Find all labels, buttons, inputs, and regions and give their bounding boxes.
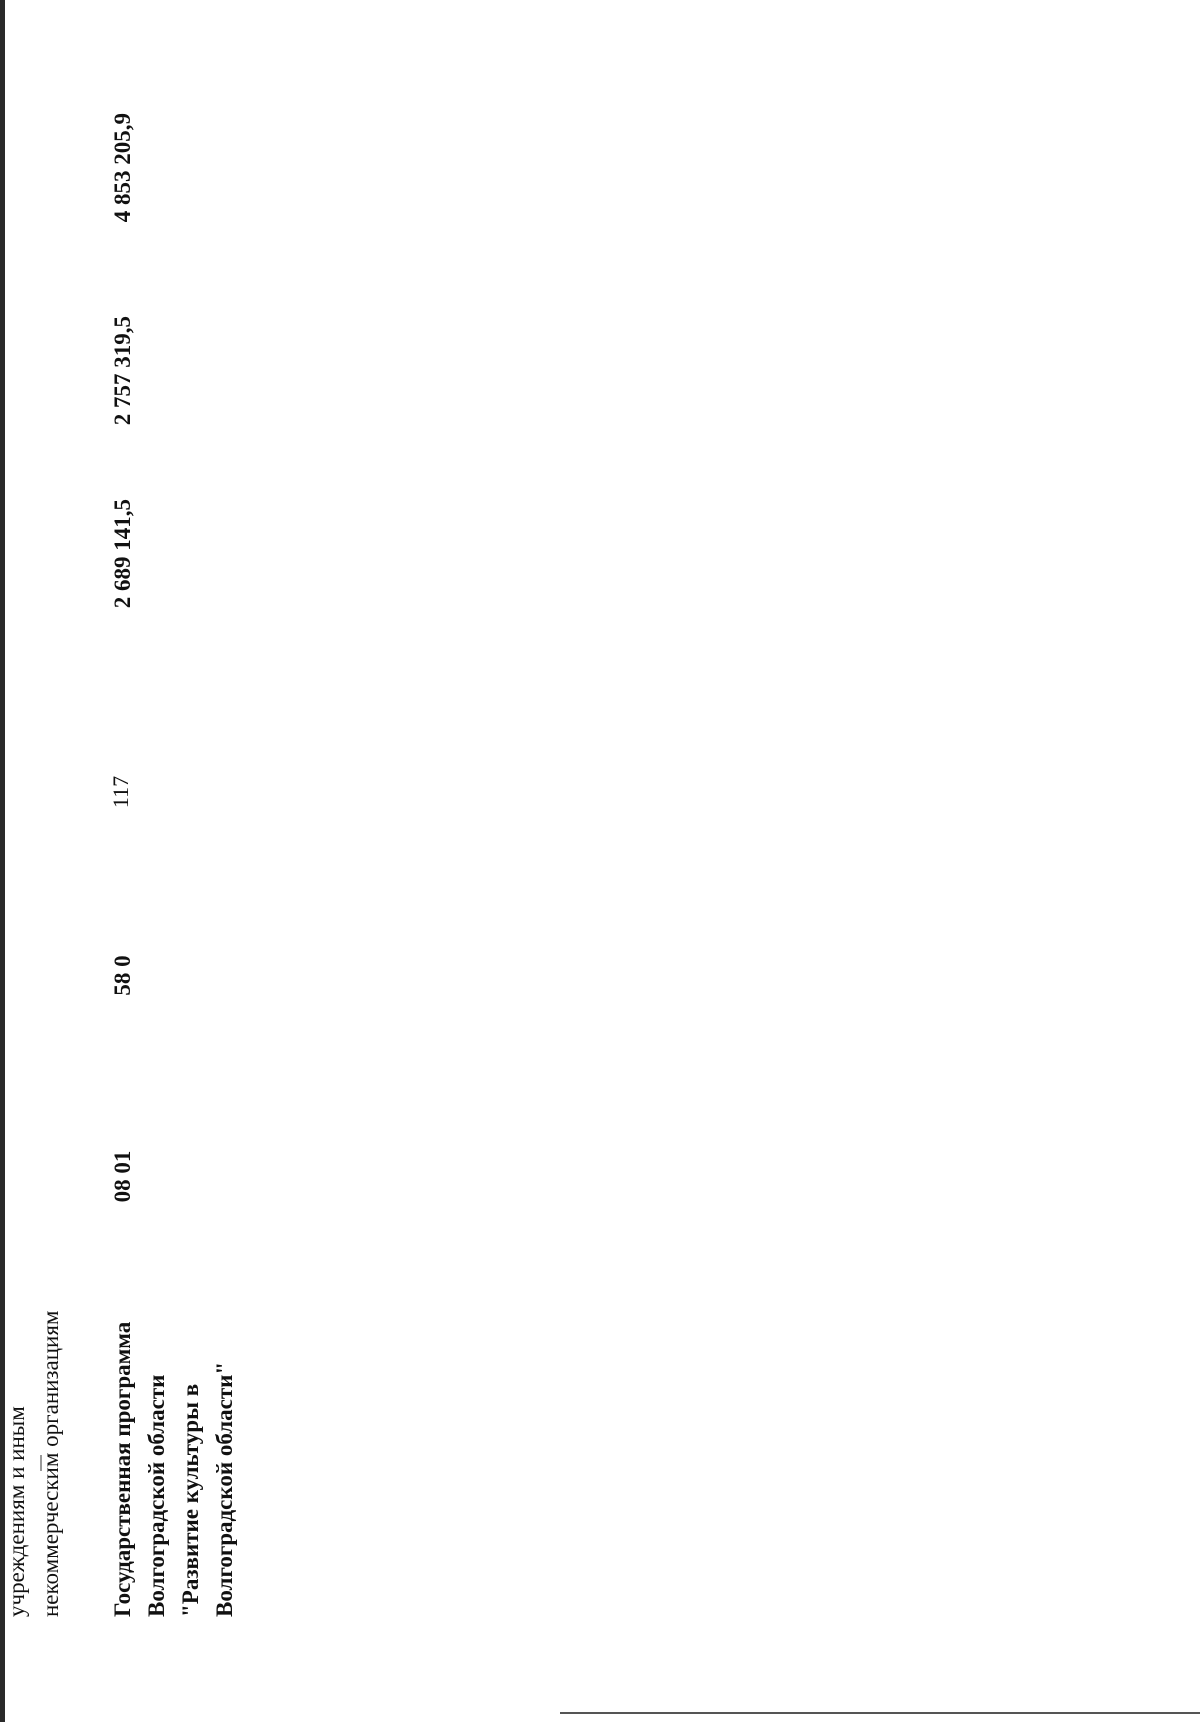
budget-table-wrapper (0, 103, 237, 1623)
row-value-col5: 2 689 141,5 (110, 499, 135, 609)
row-value-col5 (0, 489, 84, 674)
row-value-col6 (0, 306, 84, 489)
row-vid-raskhodov (84, 674, 258, 875)
row-name: Государственная программа Волгоградской области "Развитие культуры в Волгоградской области" (110, 1321, 237, 1617)
budget-table (0, 103, 258, 1623)
row-tselevaya-statya (0, 875, 84, 1076)
page-number: 117 (108, 775, 133, 809)
row-razdel: 08 01 (110, 1150, 135, 1203)
row-razdel (0, 1076, 84, 1277)
row-name: учреждениям и иным некоммерческим организациям (4, 1310, 63, 1617)
table-body (0, 103, 258, 1623)
row-vid-raskhodov (0, 674, 84, 875)
row-value-col6: 2 757 319,5 (110, 316, 135, 426)
table-row (0, 103, 84, 1623)
row-tselevaya-statya: 58 0 (110, 955, 135, 996)
row-value-col7 (0, 103, 84, 306)
table-row (84, 103, 258, 1623)
row-value-col7: 4 853 205,9 (110, 113, 135, 223)
